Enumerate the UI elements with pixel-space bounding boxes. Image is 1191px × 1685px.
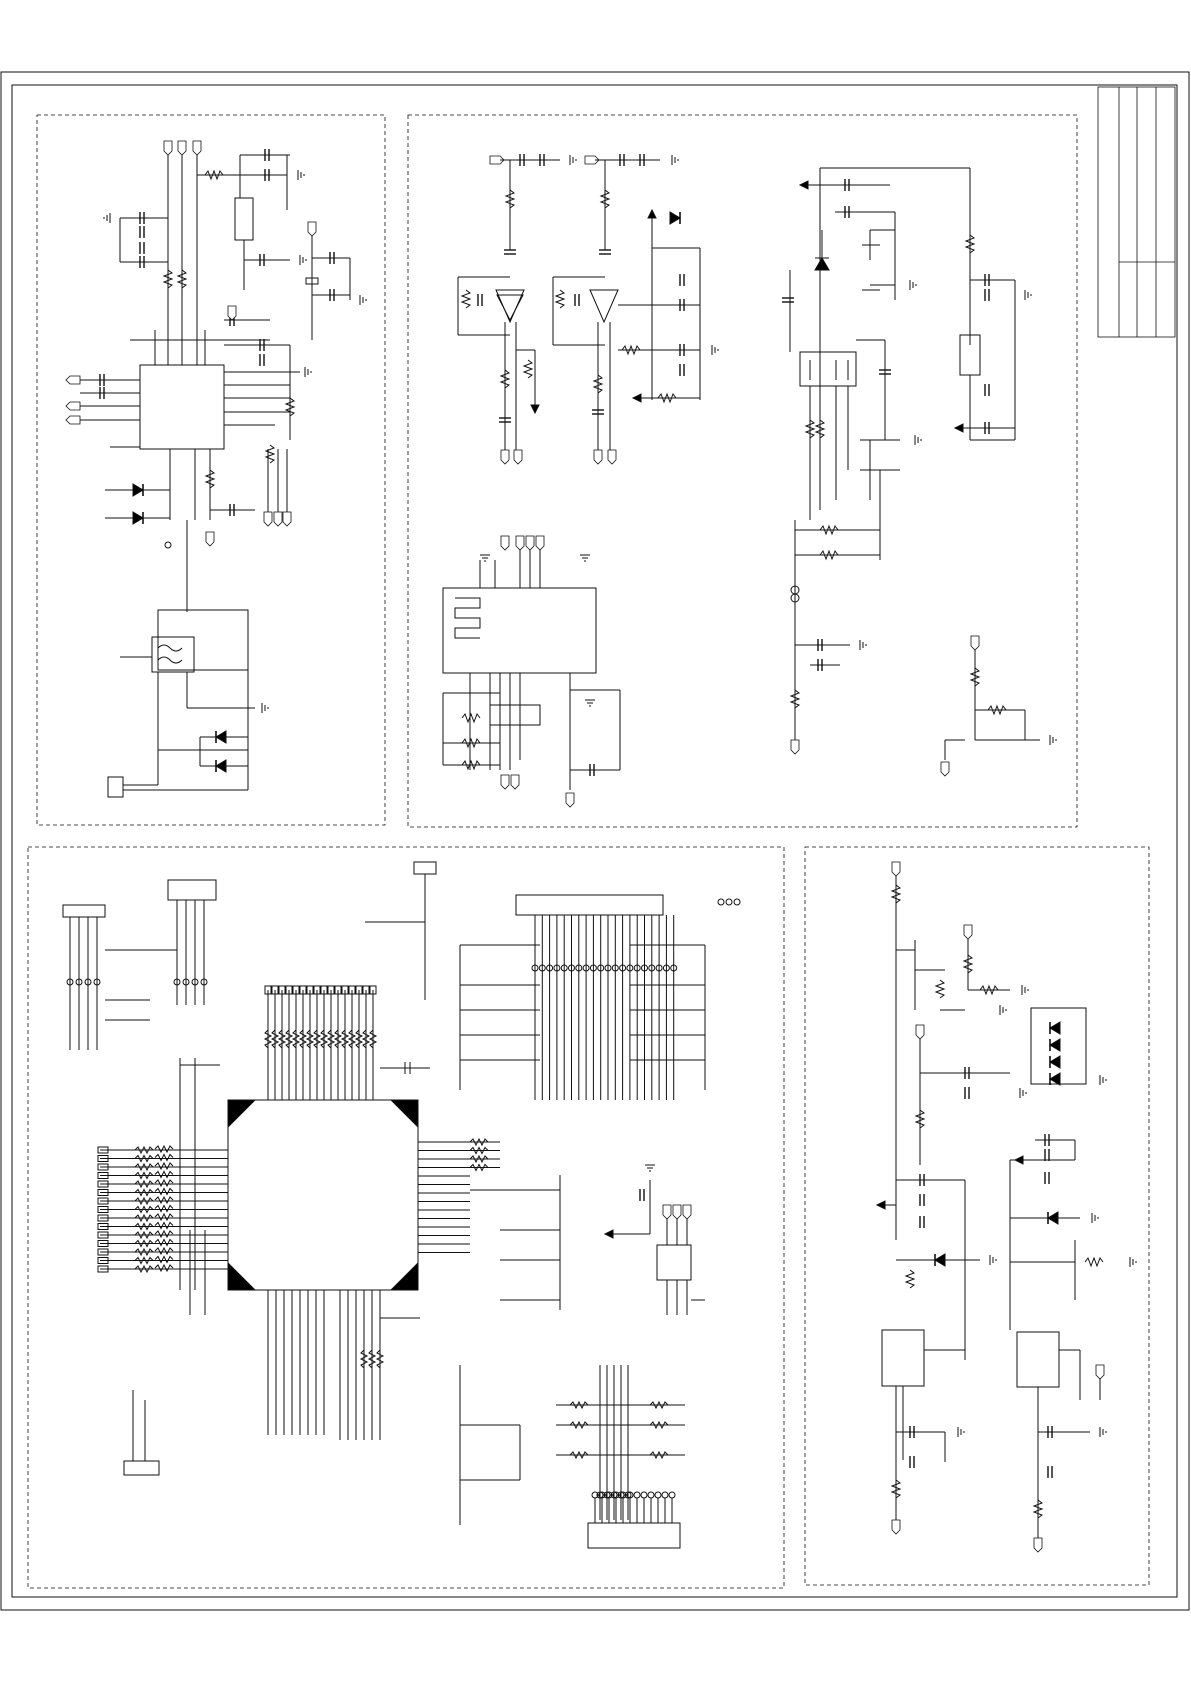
power-block-frame	[805, 847, 1149, 1585]
wireless-module	[443, 588, 596, 673]
rf-block	[66, 141, 366, 797]
regulator-1	[882, 1330, 924, 1386]
opamp-1	[497, 295, 523, 320]
analog-block	[443, 154, 1056, 807]
inner-border	[12, 85, 1177, 1597]
title-block	[1098, 87, 1175, 337]
mcu-chip	[228, 1100, 418, 1290]
opamp-2	[590, 290, 618, 322]
rf-ic	[140, 365, 224, 449]
regulator-2	[1017, 1332, 1059, 1387]
rf-block-frame	[37, 115, 385, 825]
analog-block-frame	[408, 115, 1077, 827]
power-block	[877, 862, 1136, 1552]
outer-border	[1, 72, 1189, 1610]
mcu-wiring	[67, 874, 705, 1525]
